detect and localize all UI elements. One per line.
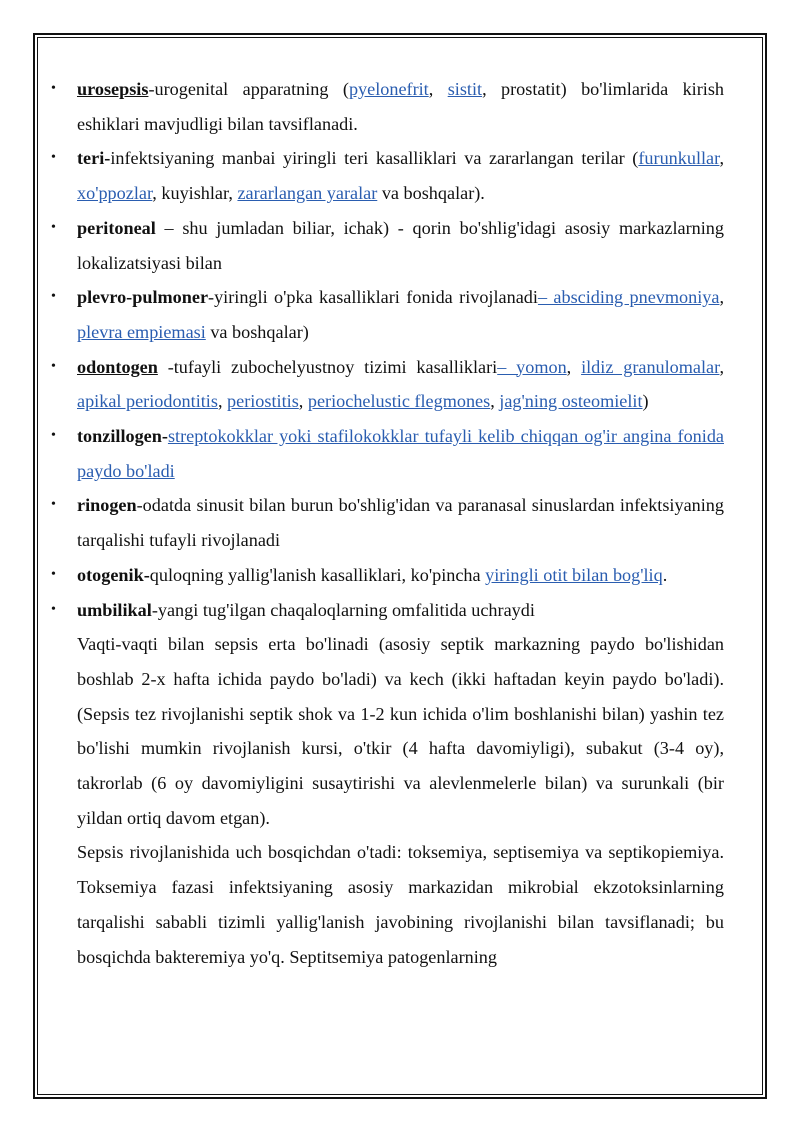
link-apikal-periodontitis[interactable]: apikal periodontitis bbox=[77, 391, 218, 412]
document-body bbox=[51, 72, 725, 974]
term-plevro-pulmoner: plevro-pulmoner bbox=[77, 287, 209, 308]
link-yomon[interactable]: – yomon bbox=[497, 356, 567, 377]
list-item-tonzillogen bbox=[51, 419, 724, 488]
list-item-rinogen: • rinogen-odatda sinusit bilan burun bo'shlig'idan va paranasal sinuslardan infektsiyaning tarqalishi tufayli rivojlanadi bbox=[77, 488, 724, 557]
link-ildiz-granulomalar[interactable]: ildiz granulomalar bbox=[581, 356, 720, 377]
term-tonzillogen: tonzillogen- bbox=[77, 426, 168, 447]
link-absciding-pnevmoniya[interactable]: – absciding pnevmoniya bbox=[537, 287, 720, 308]
bullet: • bbox=[51, 601, 56, 617]
paragraph-sepsis-course: Vaqti-vaqti bilan sepsis erta bo'linadi (asosiy septik markazning paydo bo'lishidan boshlab 2-x hafta ichida paydo bo'ladi) va kech (ikki haftadan keyin paydo bo'ladi). (Sepsis tez rivojlanishi septik shok va 1-2 kun ichida o'lim boshlanishi bilan) yashin tez bo'lishi mumkin rivojlanish kursi, o'tkir (4 hafta davomiyligi), subakut (3-4 oy), takrorlab (6 oy davomiyligini susaytirishi va alevlenmelerle bilan) va surunkali (bir yildan ortiq davom etgan). bbox=[77, 634, 724, 828]
bullet: • bbox=[51, 358, 56, 374]
list-item-urosepsis: • urosepsis-urogenital apparatning (pyelonefrit, sistit, prostatit) bo'limlarida kirish eshiklari mavjudligi bilan tavsiflanadi. bbox=[77, 72, 724, 141]
bullet: • bbox=[51, 566, 56, 582]
paragraph-sepsis-stages: Sepsis rivojlanishida uch bosqichdan o'tadi: toksemiya, septisemiya va septikopiemiya. Toksemiya fazasi infektsiyaning asosiy markazidan mikrobial ekzotoksinlarning tarqalishi sababli tizimli yallig'lanish javobining rivojlanishi bilan tavsiflanadi; bu bosqichda bakteremiya yo'q. Septitsemiya patogenlarning bbox=[77, 842, 724, 967]
link-sistit[interactable]: sistit bbox=[447, 79, 483, 99]
link-jagning-osteomielit[interactable]: jag'ning osteomielit bbox=[499, 391, 643, 412]
list-item-umbilikal: • umbilikal-yangi tug'ilgan chaqaloqlarning omfalitida uchraydi bbox=[77, 593, 724, 628]
term-rinogen: rinogen bbox=[77, 495, 137, 516]
link-furunkullar[interactable]: furunkullar bbox=[638, 148, 720, 169]
term-umbilikal: umbilikal bbox=[77, 599, 152, 620]
link-pyelonefrit[interactable]: pyelonefrit bbox=[348, 79, 429, 99]
bullet: • bbox=[51, 428, 56, 444]
term-urosepsis: urosepsis bbox=[77, 79, 149, 99]
bullet: • bbox=[51, 150, 56, 166]
term-otogenik: otogenik- bbox=[77, 564, 150, 585]
link-periostitis[interactable]: periostitis bbox=[227, 391, 299, 412]
list-item-odontogen: • odontogen -tufayli zubochelyustnoy tizimi kasalliklari– yomon, ildiz granulomalar, apikal periodontitis, periostitis, periochelustic flegmones, jag'ning osteomielit) bbox=[77, 350, 724, 419]
link-streptokokklar-angina[interactable]: streptokokklar yoki stafilokokklar tufayli kelib chiqqan og'ir angina fonida paydo bo'ladi bbox=[77, 426, 724, 481]
list-item-plevro-pulmoner: • plevro-pulmoner-yiringli o'pka kasalliklari fonida rivojlanadi– absciding pnevmoniya, plevra empiemasi va boshqalar) bbox=[77, 280, 724, 349]
link-yiringli-otit[interactable]: yiringli otit bilan bog'liq bbox=[485, 564, 663, 585]
term-teri: teri- bbox=[77, 148, 111, 169]
link-xoppozlar[interactable]: xo'ppozlar bbox=[77, 183, 153, 204]
link-plevra-empiemasi[interactable]: plevra empiemasi bbox=[77, 321, 206, 342]
bullet: • bbox=[51, 497, 56, 513]
sepsis-types-list bbox=[51, 72, 725, 627]
bullet: • bbox=[51, 219, 56, 235]
term-odontogen: odontogen bbox=[77, 356, 158, 377]
term-peritoneal: peritoneal bbox=[77, 217, 156, 238]
list-item-peritoneal: • peritoneal – shu jumladan biliar, ichak) - qorin bo'shlig'idagi asosiy markazlarning lokalizatsiyasi bilan bbox=[77, 211, 724, 280]
list-item-teri: • teri-infektsiyaning manbai yiringli teri kasalliklari va zararlangan terilar (furunkullar, xo'ppozlar, kuyishlar, zararlangan yaralar va boshqalar). bbox=[77, 141, 724, 210]
bullet: • bbox=[51, 81, 56, 96]
link-periochelustic-flegmones[interactable]: periochelustic flegmones bbox=[307, 391, 491, 412]
bullet: • bbox=[51, 289, 56, 305]
list-item-otogenik: • otogenik-quloqning yallig'lanish kasalliklari, ko'pincha yiringli otit bilan bog'liq. bbox=[77, 558, 724, 593]
link-zararlangan-yaralar[interactable]: zararlangan yaralar bbox=[237, 183, 378, 204]
